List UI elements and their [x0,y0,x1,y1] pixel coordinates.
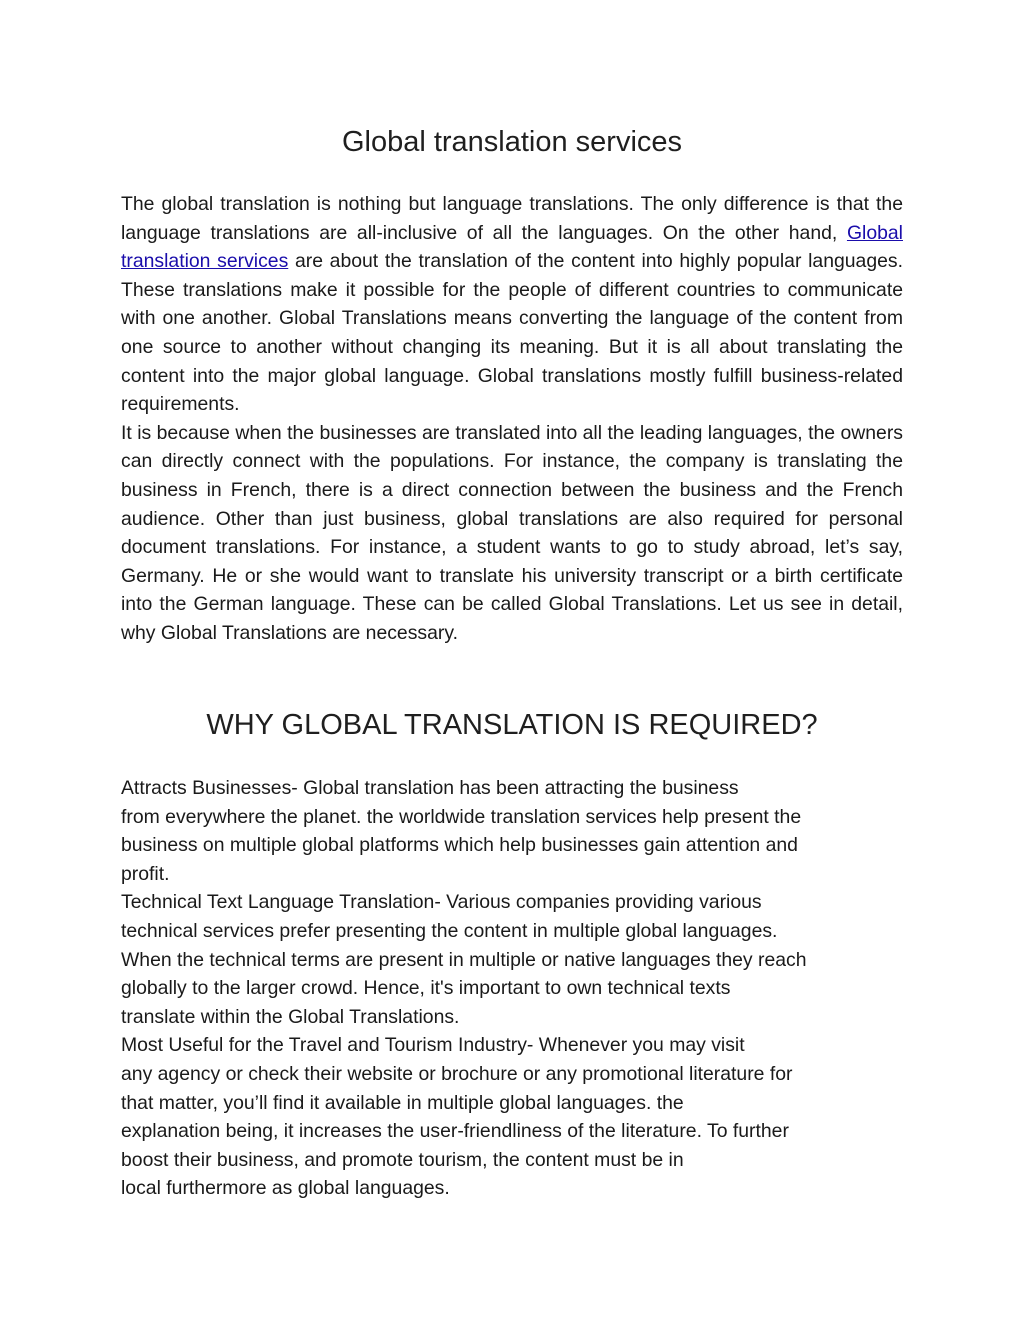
reasons-line: boost their business, and promote tourism, the content must be in [121,1148,684,1171]
reasons-line: Technical Text Language Translation- Various companies providing various [121,891,762,914]
reasons-line: any agency or check their website or brochure or any promotional literature for [121,1062,793,1085]
intro-paragraph-2: It is because when the businesses are translated into all the leading languages, the owners can directly connect with the populations. For instance, the company is translating the business in French, there is a direct connection between the business and the French audience. Other than just business, global translations are also required for personal document translations. For instance, a student wants to go to study abroad, let’s say, Germany. He or she would want to translate his university transcript or a birth certificate into the German language. These can be called Global Translations. Let us see in detail, why Global Translations are necessary. [121,421,903,644]
intro-text-after-link: are about the translation of the content into highly popular languages. These translations make it possible for the people of different countries to communicate with one another. Global Translations means converting the language of the content from one source to another without changing its meaning. But it is all about translating the content into the major global language. Global translations mostly fulfill business-related requirements. [121,250,903,416]
reasons-line: translate within the Global Translations. [121,1005,460,1028]
intro-section [121,190,903,648]
reasons-line: technical services prefer presenting the content in multiple global languages. [121,919,778,942]
reasons-line: When the technical terms are present in multiple or native languages they reach [121,948,807,971]
reasons-line: Most Useful for the Travel and Tourism Industry- Whenever you may visit [121,1034,745,1057]
reasons-line: local furthermore as global languages. [121,1177,450,1200]
reasons-line: profit. [121,862,170,885]
intro-paragraph-1 [121,190,903,419]
section-heading: WHY GLOBAL TRANSLATION IS REQUIRED? [206,709,818,741]
reasons-line: Attracts Businesses- Global translation has been attracting the business [121,777,739,799]
reasons-line: from everywhere the planet. the worldwide translation services help present the [121,805,802,828]
reasons-line: business on multiple global platforms which help businesses gain attention and [121,834,798,857]
reasons-line: globally to the larger crowd. Hence, it's important to own technical texts [121,977,731,1000]
intro-text-before-link: The global translation is nothing but language translations. The only difference is that the language translations are all-inclusive of all the languages. On the other hand, [121,193,903,244]
reasons-line: that matter, you’ll find it available in multiple global languages. the [121,1091,684,1114]
reasons-line: explanation being, it increases the user-friendliness of the literature. To further [121,1120,789,1143]
reasons-section [121,774,903,1203]
document-title: Global translation services [341,126,683,158]
global-translation-services-link[interactable]: Global translation services [121,221,903,273]
